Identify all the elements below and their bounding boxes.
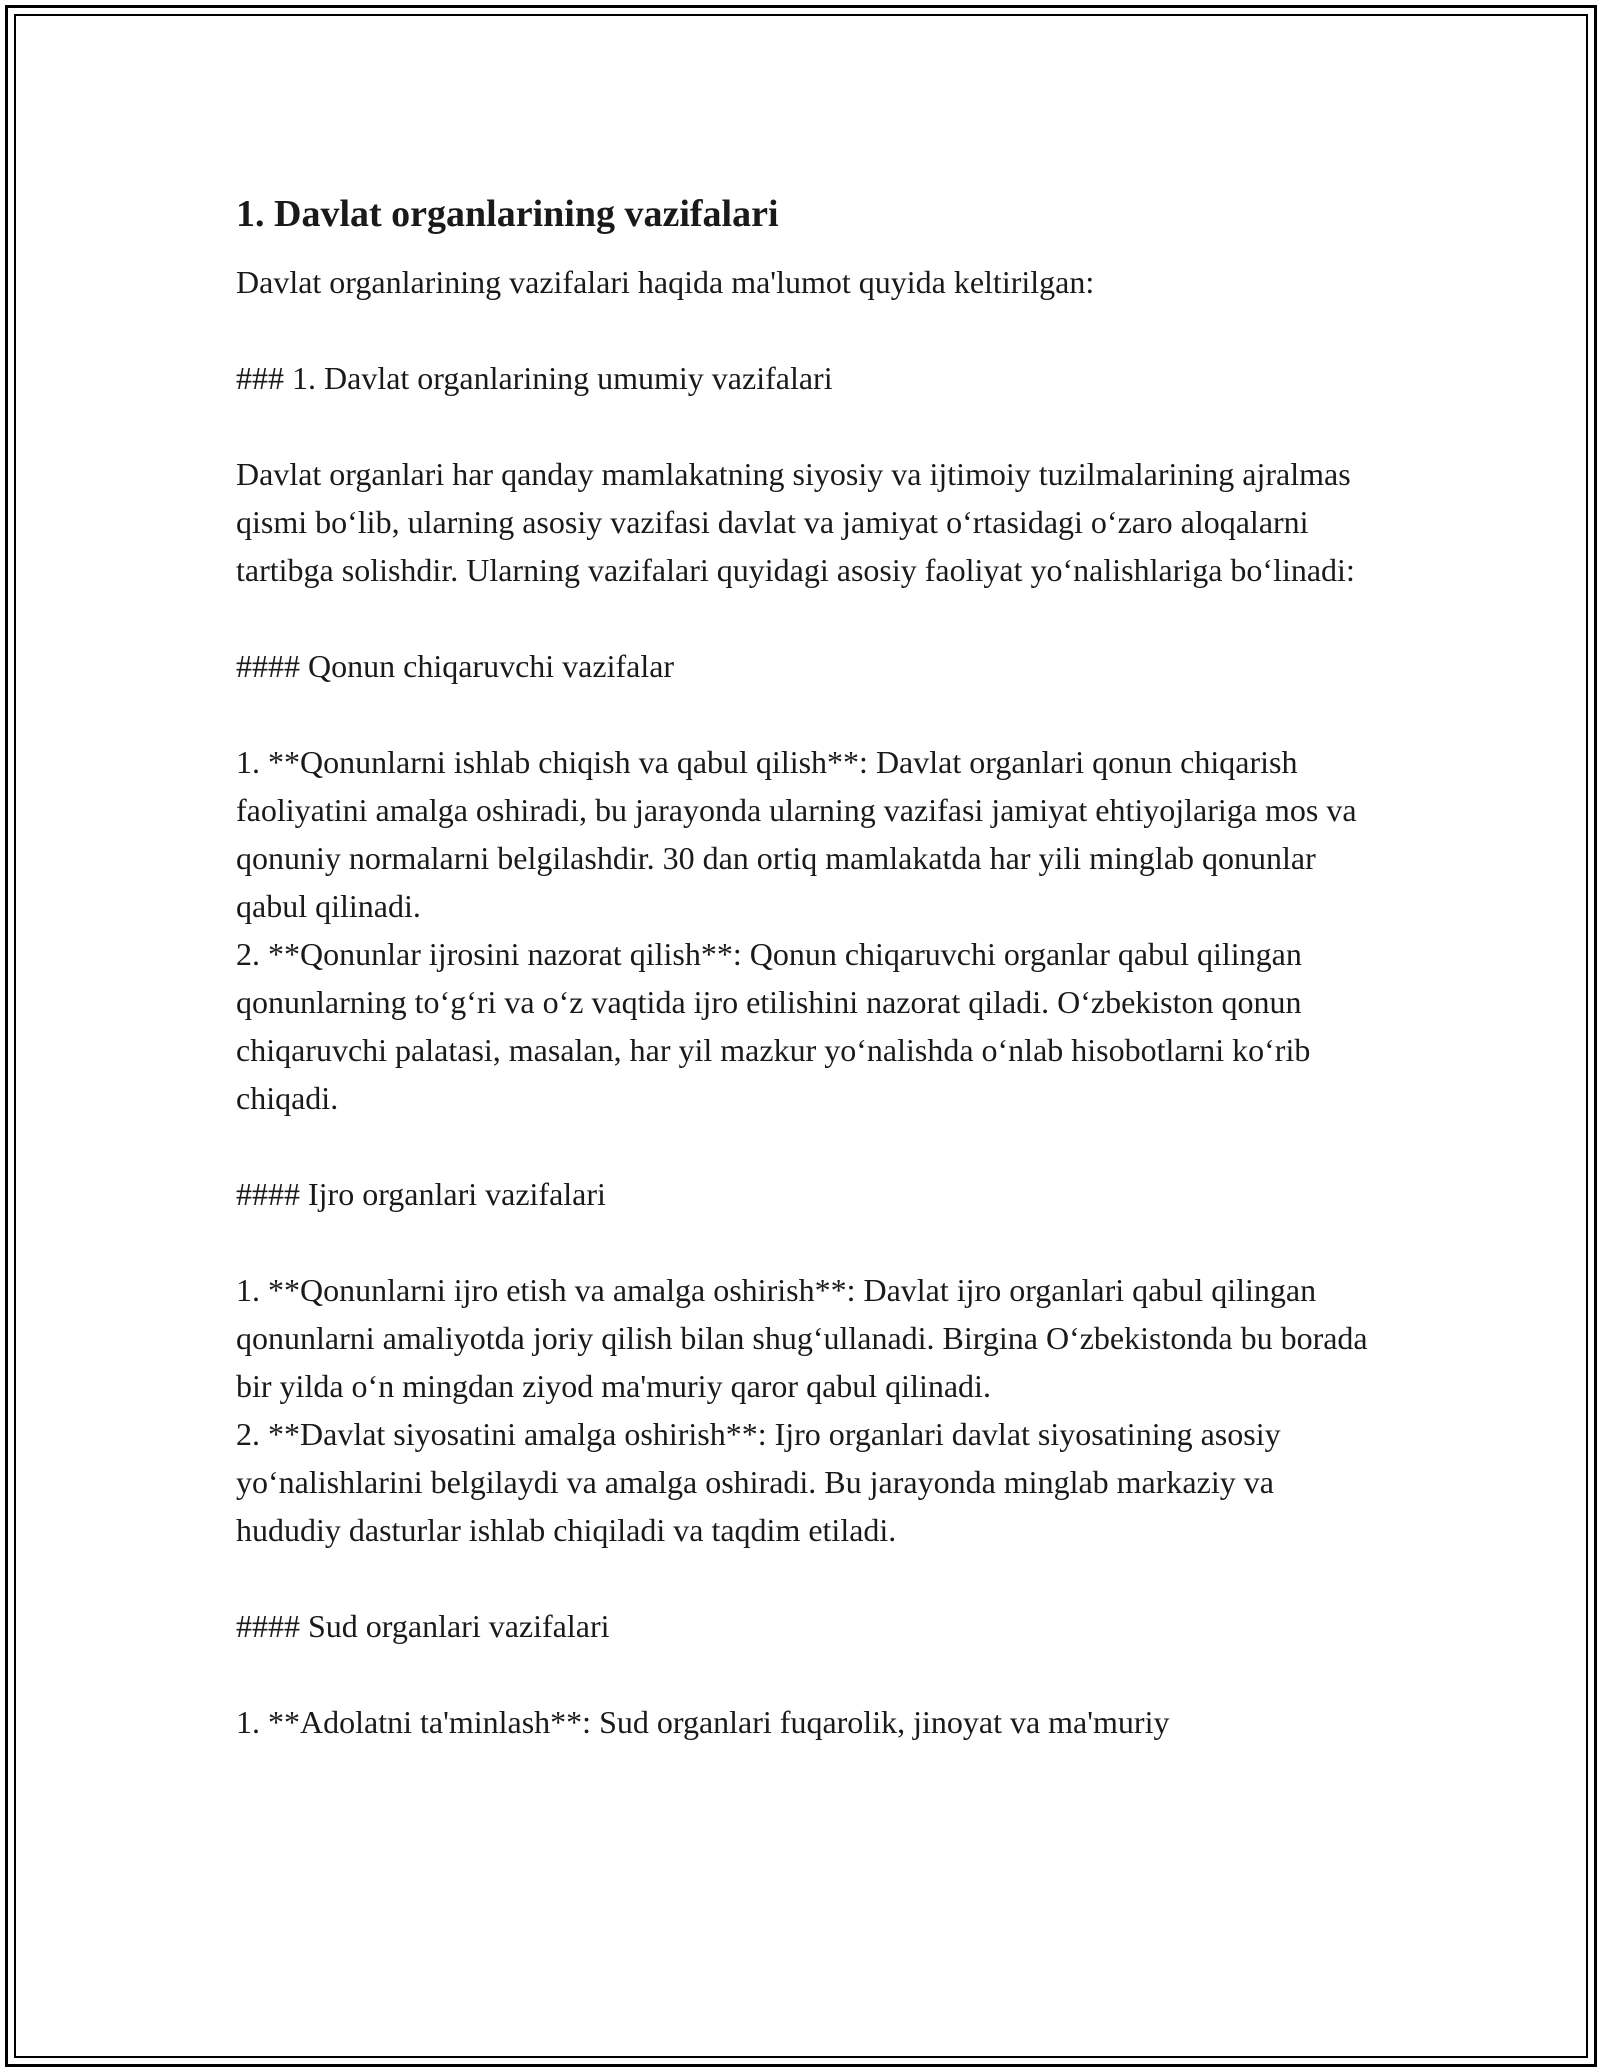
- legislative-item-2: 2. **Qonunlar ijrosini nazorat qilish**: Qonun chiqaruvchi organlar qabul qilingan qonunlarning to‘g‘ri va o‘z vaqtida ijro etilishini nazorat qiladi. O‘zbekiston qonun chiqaruvchi palatasi, masalan, har yil mazkur yo‘nalishda o‘nlab hisobotlarni ko‘rib chiqadi.: [236, 936, 1311, 1116]
- document-title: 1. Davlat organlarining vazifalari: [236, 193, 779, 235]
- executive-item-2: 2. **Davlat siyosatini amalga oshirish**: Ijro organlari davlat siyosatining asosiy yo‘nalishlarini belgilaydi va amalga oshiradi. Bu jarayonda minglab markaziy va hududiy dasturlar ishlab chiqiladi va taqdim etiladi.: [236, 1416, 1281, 1548]
- subheading-judicial: #### Sud organlari vazifalari: [236, 1608, 610, 1644]
- intro-paragraph: Davlat organlarining vazifalari haqida ma'lumot quyida keltirilgan:: [236, 264, 1095, 300]
- document-page: [236, 180, 1386, 1746]
- subheading-legislative: #### Qonun chiqaruvchi vazifalar: [236, 648, 675, 684]
- executive-item-1: 1. **Qonunlarni ijro etish va amalga oshirish**: Davlat ijro organlari qabul qilingan qonunlarni amaliyotda joriy qilish bilan shug‘ullanadi. Birgina O‘zbekistonda bu borada bir yilda o‘n mingdan ziyod ma'muriy qaror qabul qilinadi.: [236, 1272, 1368, 1404]
- section-heading-general: ### 1. Davlat organlarining umumiy vazifalari: [236, 360, 833, 396]
- subheading-executive: #### Ijro organlari vazifalari: [236, 1176, 606, 1212]
- legislative-item-1: 1. **Qonunlarni ishlab chiqish va qabul qilish**: Davlat organlari qonun chiqarish faoliyatini amalga oshiradi, bu jarayonda ularning vazifasi jamiyat ehtiyojlariga mos va qonuniy normalarni belgilashdir. 30 dan ortiq mamlakatda har yili minglab qonunlar qabul qilinadi.: [236, 744, 1357, 924]
- general-paragraph: Davlat organlari har qanday mamlakatning siyosiy va ijtimoiy tuzilmalarining ajralmas qismi bo‘lib, ularning asosiy vazifasi davlat va jamiyat o‘rtasidagi o‘zaro aloqalarni tartibga solishdir. Ularning vazifalari quyidagi asosiy faoliyat yo‘nalishlariga bo‘linadi:: [236, 456, 1355, 588]
- judicial-item-1: 1. **Adolatni ta'minlash**: Sud organlari fuqarolik, jinoyat va ma'muriy: [236, 1704, 1170, 1740]
